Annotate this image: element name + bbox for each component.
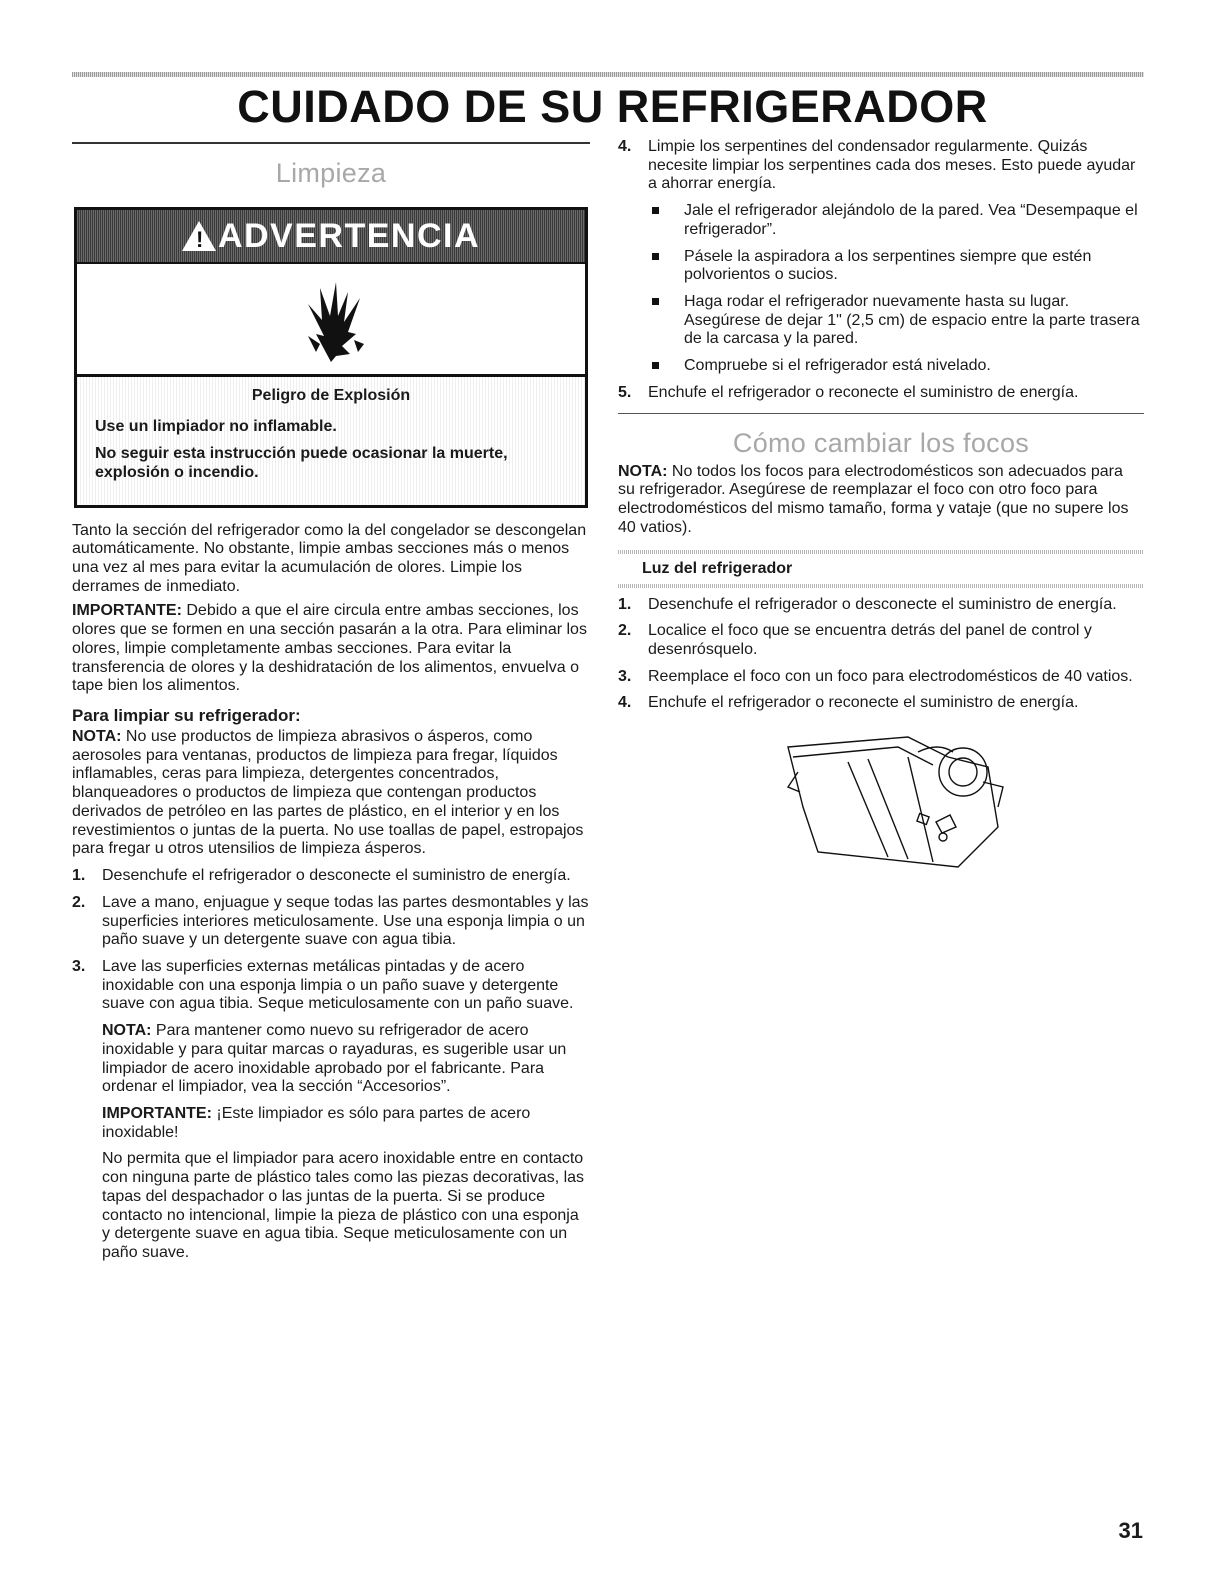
warning-symbol-area [77,264,585,377]
warning-header-label: ADVERTENCIA [217,216,481,255]
left-column [72,142,590,1263]
section-rule [618,413,1144,414]
step-number: 2. [72,893,86,911]
cleaning-subheading: Para limpiar su refrigerador: [72,706,301,726]
bullet-square-icon [652,362,659,369]
warning-box [74,207,588,508]
bulb-note [618,463,1144,538]
dotted-rule [618,584,1144,588]
list-item [618,622,1144,659]
bullet-text: Pásele la aspiradora a los serpentines siempre que estén polvorientos o sucios. [684,247,1092,284]
list-item [618,596,1144,615]
top-decorative-rule [72,72,1144,77]
step3-final: No permita que el limpiador para acero inoxidable entre en contacto con ninguna parte de plástico tales como las piezas decorativas, las tapas del despachador o las juntas de la puerta. Si se produce contacto no intencional, limpie la pieza de plástico con una esponja y detergente suave en agua tibia. Seque meticulosamente con un paño suave. [102,1150,585,1261]
right-column [618,138,1144,877]
bullet-square-icon [652,253,659,260]
step-text: Limpie los serpentines del condensador regularmente. Quizás necesite limpiar los serpentines cada dos meses. Esto puede ayudar a ahorrar energía. [648,138,1136,193]
step-number: 4. [618,138,632,155]
warning-triangle-icon [182,221,216,251]
list-item [648,202,1144,239]
list-item [618,668,1144,687]
important-label: IMPORTANTE: [72,602,182,620]
cleaning-note [72,728,590,859]
list-item [72,867,590,886]
explosion-icon [286,274,376,364]
step3-note [102,1022,590,1097]
step-number: 2. [618,622,632,640]
coil-steps [618,138,1144,403]
coil-bullets [648,202,1144,376]
section-heading-limpieza: Limpieza [275,158,387,188]
section-heading-focos: Cómo cambiar los focos [732,427,1030,458]
step3-important-text: ¡Este limpiador es sólo para partes de acero inoxidable! [102,1104,531,1141]
bullet-square-icon [652,298,659,305]
page-number: 31 [1118,1518,1143,1543]
bullet-text: Compruebe si el refrigerador está nivelado. [684,357,991,375]
list-item [618,694,1144,713]
step-number: 3. [72,957,86,975]
step-number: 3. [618,667,632,685]
note-label: NOTA: [618,462,668,480]
warning-title: Peligro de Explosión [251,387,411,404]
note-text: No use productos de limpieza abrasivos o ásperos, como aerosoles para ventanas, productos de limpieza para fregar, líquidos inflamables, ceras para limpieza, detergentes concentrados, blanqueadores o productos de limpieza que contengan productos derivados de petróleo en las partes de plástico, en el interior y en los revestimientos o juntas de la puerta. No use toallas de papel, estropajos para fregar u otros utensilios de limpieza ásperos. [72,728,584,858]
list-item [72,958,590,1263]
bulb-steps [618,596,1144,714]
step-text: Reemplace el foco con un foco para electrodomésticos de 40 vatios. [648,667,1133,685]
list-item [648,357,1144,376]
important-text: Debido a que el aire circula entre ambas secciones, los olores que se formen en una sección pasarán a la otra. Para eliminar los olores, limpie completamente ambas secciones. Para evitar la transferencia de olores y la deshidratación de los alimentos, envuelva o tape bien los alimentos. [72,602,587,695]
step-text: Localice el foco que se encuentra detrás del panel de control y desenrósquelo. [648,622,1092,658]
warning-body [77,377,585,505]
step-number: 5. [618,383,632,401]
step-text: Enchufe el refrigerador o reconecte el suministro de energía. [648,694,1079,712]
important-paragraph [72,602,590,696]
warning-line-1: Use un limpiador no inflamable. [95,418,337,435]
warning-header [77,210,585,264]
dotted-rule [618,550,1144,554]
bulb-figure [758,727,1018,877]
warning-triangle-mark: ! [195,227,205,252]
bullet-text: Jale el refrigerador alejándolo de la pared. Vea “Desempaque el refrigerador”. [684,202,1138,238]
page-title: CUIDADO DE SU REFRIGERADOR [237,81,988,132]
step-text: Desenchufe el refrigerador o desconecte el suministro de energía. [102,867,571,885]
section-rule [72,142,590,144]
note-label: NOTA: [72,728,122,746]
step-number: 1. [618,595,632,613]
cleaning-steps [72,867,590,1263]
step-number: 4. [618,694,632,712]
bullet-text: Haga rodar el refrigerador nuevamente hasta su lugar. Asegúrese de dejar 1" (2,5 cm) de espacio entre la parte trasera de la carcasa y la pared. [684,293,1140,348]
sub-heading-luz: Luz del refrigerador [642,559,793,577]
step3-note-text: Para mantener como nuevo su refrigerador de acero inoxidable y para quitar marcas o rayaduras, es sugerible usar un limpiador de acero inoxidable aprobado por el fabricante. Para ordenar el limpiador, vea la sección “Accesorios”. [102,1022,567,1096]
list-item [618,138,1144,376]
step-text: Lave a mano, enjuague y seque todas las partes desmontables y las superficies interiores meticulosamente. Use una esponja limpia o un paño suave y un detergente suave con agua tibia. [102,893,589,949]
list-item [618,384,1144,403]
bullet-square-icon [652,207,659,214]
light-bulb-panel-icon [758,727,1018,877]
step-text: Lave las superficies externas metálicas pintadas y de acero inoxidable con una esponja limpia o un paño suave y detergente suave con agua tibia. Seque meticulosamente con un paño suave. [102,957,574,1013]
intro-paragraph: Tanto la sección del refrigerador como la del congelador se descongelan automáticamente. No obstante, limpie ambas secciones más o menos una vez al mes para evitar la acumulación de olores. Limpie los derrames de inmediato. [72,521,587,595]
list-item [648,248,1144,285]
step3-important-label: IMPORTANTE: [102,1104,212,1122]
list-item [648,293,1144,349]
list-item [72,894,590,950]
step3-important [102,1105,590,1142]
step-text: Enchufe el refrigerador o reconecte el suministro de energía. [648,383,1079,401]
step-text: Desenchufe el refrigerador o desconecte el suministro de energía. [648,595,1117,613]
step-number: 1. [72,867,86,885]
step3-note-label: NOTA: [102,1022,152,1040]
note-text: No todos los focos para electrodomésticos son adecuados para su refrigerador. Asegúrese de reemplazar el foco con otro foco para electrodomésticos del mismo tamaño, forma y vataje (que no supere los 40 vatios). [618,462,1129,536]
warning-line-2: No seguir esta instrucción puede ocasionar la muerte, explosión o incendio. [95,445,508,482]
